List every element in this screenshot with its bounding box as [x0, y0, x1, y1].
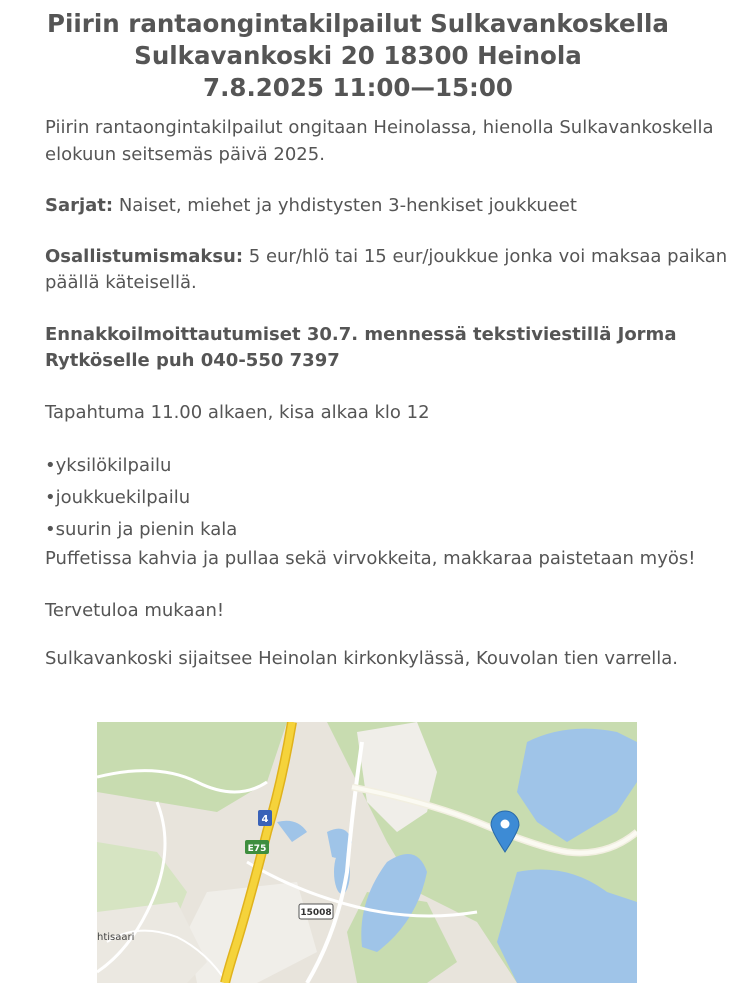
series-paragraph	[45, 193, 745, 220]
map-canvas[interactable]	[97, 722, 637, 983]
event-header	[0, 8, 716, 104]
fee-paragraph	[45, 244, 745, 297]
location-map[interactable]	[97, 722, 637, 983]
svg-text:E75: E75	[247, 844, 267, 854]
svg-text:4: 4	[261, 814, 269, 825]
list-item: •suurin ja pienin kala	[45, 519, 238, 540]
road-15008-shield	[299, 904, 333, 919]
event-address: Sulkavankoski 20 18300 Heinola	[134, 41, 582, 70]
registration-paragraph: Ennakkoilmoittautumiset 30.7. mennessä tekstiviestillä Jorma Rytköselle puh 040-550 7397	[45, 323, 677, 371]
fee-label: Osallistumismaksu:	[45, 245, 244, 267]
location-paragraph: Sulkavankoski sijaitsee Heinolan kirkonkylässä, Kouvolan tien varrella.	[45, 648, 679, 669]
competition-list	[45, 450, 745, 546]
event-title: Piirin rantaongintakilpailut Sulkavankoskella	[47, 9, 669, 38]
schedule-paragraph: Tapahtuma 11.00 alkaen, kisa alkaa klo 12	[45, 401, 430, 423]
series-label: Sarjat:	[45, 195, 114, 216]
svg-text:15008: 15008	[300, 908, 332, 918]
buffet-paragraph: Puffetissa kahvia ja pullaa sekä virvokkeita, makkaraa paistetaan myös!	[45, 548, 696, 569]
event-datetime: 7.8.2025 11:00—15:00	[203, 73, 513, 102]
list-item: •joukkuekilpailu	[45, 487, 191, 508]
list-item: •yksilökilpailu	[45, 455, 172, 476]
event-description	[45, 115, 745, 673]
welcome-paragraph: Tervetuloa mukaan!	[45, 599, 225, 621]
series-text: Naiset, miehet ja yhdistysten 3-henkiset joukkueet	[113, 195, 577, 216]
road-4-shield	[258, 810, 272, 826]
fee-text: 5 eur/hlö tai 15 eur/joukkue jonka voi maksaa paikan päällä käteisellä.	[45, 245, 728, 293]
e75-shield	[245, 840, 269, 854]
map-place-label: htisaari	[97, 932, 135, 943]
intro-paragraph: Piirin rantaongintakilpailut ongitaan Heinolassa, hienolla Sulkavankoskella elokuun seitsemäs päivä 2025.	[45, 117, 714, 165]
